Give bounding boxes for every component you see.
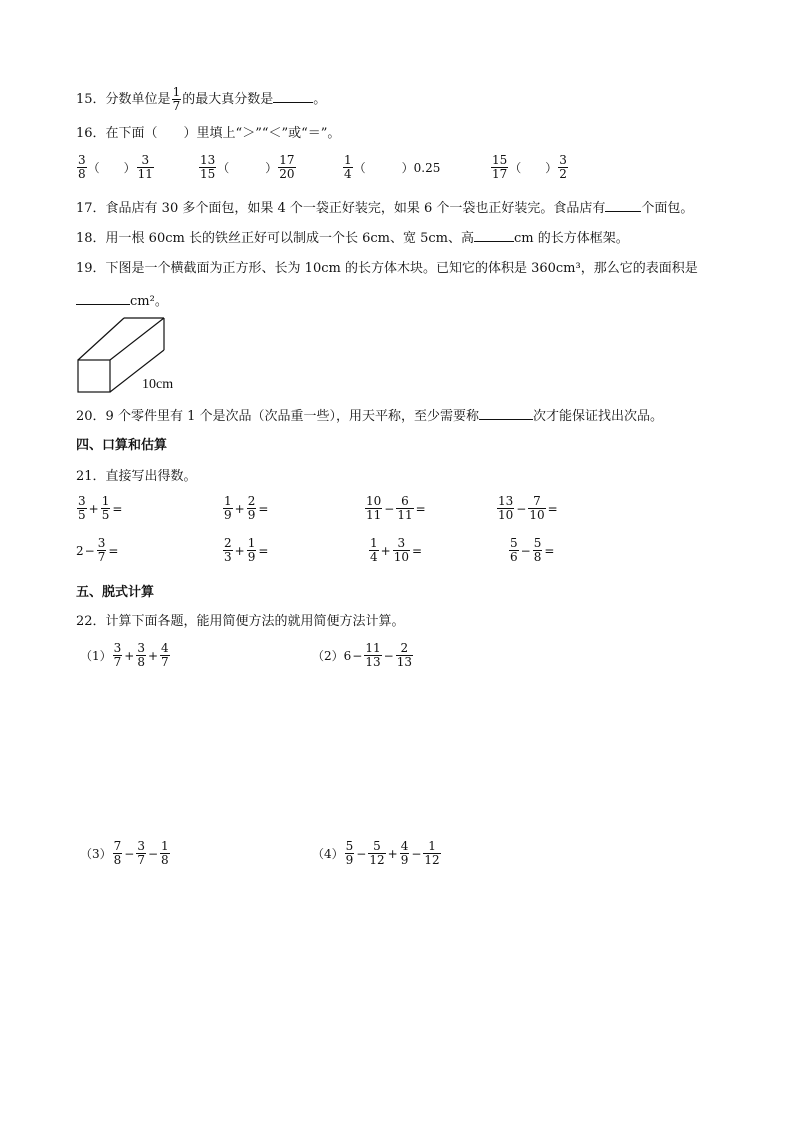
operator: = — [258, 501, 269, 516]
denominator: 13 — [365, 655, 381, 669]
numerator: 2 — [400, 641, 409, 655]
numerator: 1 — [172, 85, 181, 99]
numerator: 11 — [365, 641, 381, 655]
question-text: 的最大真分数是 — [182, 92, 274, 107]
denominator: 5 — [78, 508, 86, 522]
operator: + — [234, 501, 245, 516]
numerator: 5 — [345, 839, 354, 853]
numerator: 3 — [559, 153, 567, 167]
numerator: 5 — [533, 536, 542, 550]
denominator: 7 — [97, 550, 106, 564]
numerator: 6 — [401, 494, 409, 508]
fraction — [137, 154, 154, 181]
section-heading: 五、脱式计算 — [76, 585, 155, 600]
denominator: 12 — [424, 853, 440, 867]
denominator: 9 — [247, 508, 256, 522]
mental-calc-item — [508, 537, 555, 564]
denominator: 7 — [113, 655, 122, 669]
denominator: 11 — [397, 508, 413, 522]
fraction — [247, 495, 257, 522]
denominator: 6 — [510, 550, 518, 564]
question-16: 16．在下面（ ）里填上“＞”“＜”或“＝”。 — [76, 126, 341, 141]
fraction — [400, 840, 410, 867]
numerator: 7 — [113, 839, 122, 853]
denominator: 5 — [101, 508, 110, 522]
fraction — [113, 642, 123, 669]
numerator: 7 — [533, 494, 541, 508]
fraction — [509, 537, 519, 564]
cuboid-figure — [74, 312, 194, 396]
denominator: 7 — [172, 99, 181, 113]
operator: = — [108, 543, 119, 558]
denominator: 13 — [396, 655, 412, 669]
denominator: 11 — [137, 167, 153, 181]
question-17: 17．食品店有 30 多个面包，如果 4 个一袋正好装完，如果 6 个一袋也正好装完。食品店有 个面包。 — [76, 201, 694, 216]
fraction — [160, 840, 170, 867]
fraction — [558, 154, 568, 181]
denominator: 15 — [200, 167, 216, 181]
fraction — [345, 840, 355, 867]
calc-problem-4: （4） $\frac{5}{9}$ − $\frac{5}{12}$ + $\frac{4}{9}$ − $\frac{1}{12}$ — [312, 839, 440, 867]
numerator: 5 — [510, 536, 518, 550]
fraction — [365, 495, 382, 522]
fraction — [343, 154, 353, 181]
fraction — [113, 840, 123, 867]
operator: − — [383, 648, 394, 663]
numerator: 1 — [247, 536, 256, 550]
denominator: 10 — [529, 508, 545, 522]
answer-blank[interactable] — [273, 90, 313, 103]
numerator: 1 — [344, 153, 352, 167]
fraction — [393, 537, 410, 564]
compare-item-2 — [198, 154, 297, 181]
numerator: 4 — [400, 839, 409, 853]
operator: = — [415, 501, 426, 516]
fraction — [533, 537, 543, 564]
mental-calc-item — [222, 495, 269, 522]
numerator: 5 — [373, 839, 381, 853]
answer-blank[interactable] — [479, 407, 533, 420]
fraction — [497, 495, 514, 522]
fraction — [364, 642, 381, 669]
numerator: 3 — [97, 536, 106, 550]
denominator: 10 — [393, 550, 409, 564]
calc-problem-3: （3） $\frac{7}{8}$ − $\frac{3}{7}$ − $\frac{1}{8}$ — [80, 839, 169, 867]
numerator: 4 — [161, 641, 169, 655]
length-label: 10cm — [142, 377, 174, 392]
compare-item-3: $\frac{1}{4}$ （ ） 0.25 — [344, 153, 441, 181]
question-15: 15．分数单位是 $\frac{1}{7}$ 的最大真分数是 。 — [76, 85, 327, 113]
operator: + — [124, 648, 135, 663]
fraction — [223, 537, 233, 564]
section-heading: 四、口算和估算 — [76, 438, 168, 453]
numerator: 1 — [224, 494, 232, 508]
question-21: 21．直接写出得数。 — [76, 469, 197, 484]
denominator: 9 — [400, 853, 409, 867]
denominator: 9 — [345, 853, 354, 867]
operator: − — [352, 648, 363, 663]
denominator: 8 — [137, 655, 145, 669]
question-20: 20．9 个零件里有 1 个是次品（次品重一些），用天平称，至少需要称 次才能保证找出次品。 — [76, 409, 663, 424]
compare-item-1 — [76, 154, 155, 181]
mental-calc-item — [222, 537, 269, 564]
question-22: 22．计算下面各题，能用简便方法的就用简便方法计算。 — [76, 614, 405, 629]
answer-blank[interactable] — [474, 229, 514, 242]
denominator: 11 — [366, 508, 382, 522]
denominator: 8 — [161, 853, 169, 867]
numerator: 3 — [78, 153, 86, 167]
fraction — [136, 840, 146, 867]
answer-blank[interactable] — [76, 292, 130, 305]
numerator: 2 — [224, 536, 232, 550]
numerator: 13 — [200, 153, 216, 167]
numerator: 2 — [247, 494, 256, 508]
operator: = — [544, 543, 555, 558]
fraction — [368, 840, 385, 867]
numerator: 1 — [428, 839, 436, 853]
numerator: 1 — [161, 839, 169, 853]
fraction — [223, 495, 233, 522]
fraction — [396, 642, 413, 669]
operator: − — [124, 846, 135, 861]
fraction — [199, 154, 216, 181]
fraction — [247, 537, 257, 564]
denominator: 3 — [224, 550, 232, 564]
answer-blank[interactable] — [605, 199, 641, 212]
question-text: 分数单位是 — [105, 92, 171, 107]
numerator: 3 — [141, 153, 150, 167]
denominator: 8 — [113, 853, 122, 867]
denominator: 8 — [78, 167, 86, 181]
mental-calc-item — [364, 495, 427, 522]
fraction — [423, 840, 440, 867]
denominator: 7 — [137, 853, 145, 867]
answer-paren[interactable]: （ ） — [353, 161, 414, 175]
answer-paren[interactable]: （ ） — [217, 161, 278, 175]
fraction — [491, 154, 508, 181]
question-18: 18．用一根 60cm 长的铁丝正好可以制成一个长 6cm、宽 5cm、高 cm 的长方体框架。 — [76, 231, 629, 246]
numerator: 10 — [366, 494, 382, 508]
mental-calc-item: 2 − $\frac{3}{7}$ = — [76, 536, 119, 564]
operator: − — [520, 543, 531, 558]
operator: + — [234, 543, 245, 558]
operator: = — [258, 543, 269, 558]
operator: + — [147, 648, 159, 663]
fraction — [77, 495, 87, 522]
denominator: 17 — [492, 167, 508, 181]
operator: − — [84, 543, 95, 558]
denominator: 10 — [498, 508, 514, 522]
question-19: 19．下图是一个横截面为正方形、长为 10cm 的长方体木块。已知它的体积是 360cm³，那么它的表面积是 — [76, 261, 698, 276]
fraction — [136, 642, 146, 669]
operator: − — [384, 501, 395, 516]
denominator: 2 — [559, 167, 567, 181]
operator: + — [88, 501, 99, 516]
fraction — [97, 537, 107, 564]
numerator: 3 — [78, 494, 86, 508]
denominator: 9 — [224, 508, 232, 522]
numerator: 17 — [279, 153, 295, 167]
fraction — [528, 495, 545, 522]
operator: = — [547, 501, 558, 516]
operator: = — [112, 501, 123, 516]
fraction — [101, 495, 111, 522]
numerator: 3 — [137, 839, 145, 853]
numerator: 15 — [492, 153, 508, 167]
numerator: 3 — [397, 536, 406, 550]
denominator: 20 — [279, 167, 295, 181]
operator: − — [147, 846, 159, 861]
fraction — [278, 154, 295, 181]
answer-paren[interactable]: （ ） — [87, 161, 136, 175]
question-19-answer: cm²。 — [76, 292, 168, 311]
denominator: 8 — [533, 550, 542, 564]
mental-calc-item — [368, 537, 423, 564]
calc-problem-1: （1） $\frac{3}{7}$ + $\frac{3}{8}$ + $\frac{4}{7}$ — [80, 641, 169, 669]
question-number: 15． — [76, 92, 106, 107]
denominator: 9 — [247, 550, 256, 564]
mental-calc-item — [76, 495, 123, 522]
operator: − — [356, 846, 367, 861]
denominator: 12 — [369, 853, 385, 867]
denominator: 7 — [161, 655, 169, 669]
fraction — [77, 154, 87, 181]
numerator: 1 — [370, 536, 378, 550]
operator: = — [411, 543, 423, 558]
calc-problem-2: （2） 6 − $\frac{11}{13}$ − $\frac{2}{13}$ — [312, 641, 412, 669]
fraction — [396, 495, 413, 522]
answer-paren[interactable]: （ ） — [509, 161, 558, 175]
denominator: 4 — [344, 167, 352, 181]
mental-calc-item — [496, 495, 559, 522]
fraction — [172, 86, 182, 113]
numerator: 13 — [498, 494, 514, 508]
operator: + — [387, 846, 398, 861]
fraction — [369, 537, 379, 564]
operator: + — [380, 543, 391, 558]
numerator: 3 — [137, 641, 145, 655]
operator: − — [516, 501, 527, 516]
denominator: 4 — [370, 550, 378, 564]
numerator: 3 — [113, 641, 122, 655]
numerator: 1 — [101, 494, 110, 508]
operator: − — [411, 846, 422, 861]
fraction — [160, 642, 170, 669]
compare-item-4 — [490, 154, 569, 181]
